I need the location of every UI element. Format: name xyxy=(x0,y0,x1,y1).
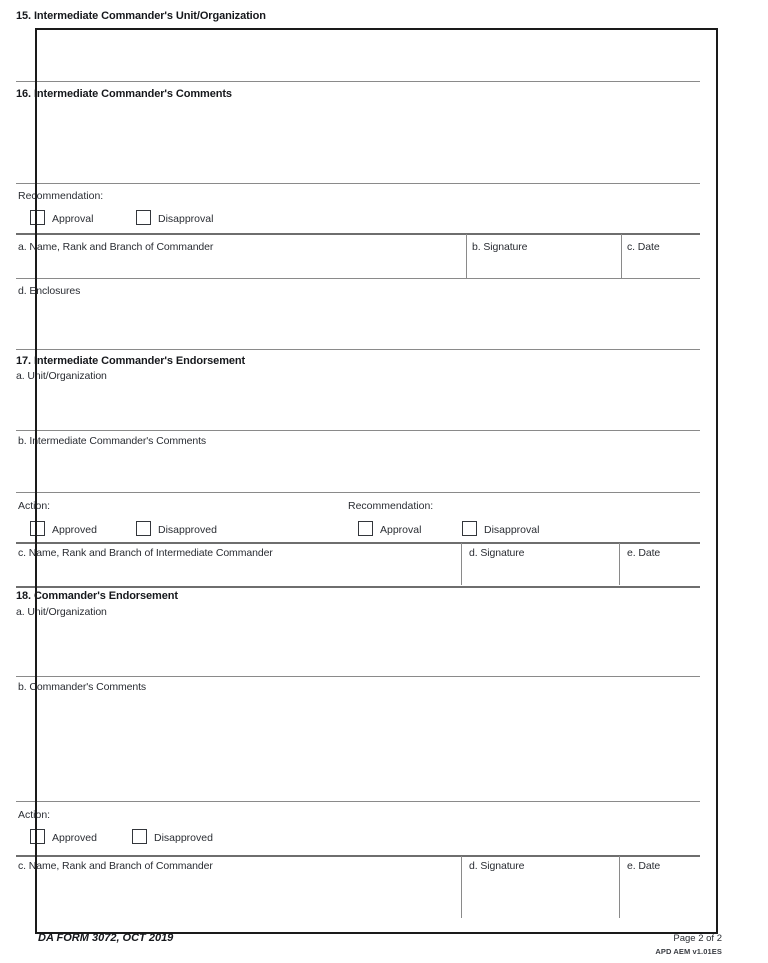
section-16-title: 16. Intermediate Commander's Comments xyxy=(16,88,232,100)
section-16-enclosures-field[interactable] xyxy=(16,279,700,348)
section-17-disapproval-checkbox[interactable] xyxy=(462,521,477,536)
section-15-title: 15. Intermediate Commander's Unit/Organization xyxy=(16,10,266,22)
section-17-disapproved-checkbox[interactable] xyxy=(136,521,151,536)
section-18-disapproved-label: Disapproved xyxy=(154,832,213,844)
section-16-approval-label: Approval xyxy=(52,213,94,225)
section-17-name-field[interactable] xyxy=(16,543,461,585)
section-16-name-field[interactable] xyxy=(16,234,466,278)
section-17-title: 17. Intermediate Commander's Endorsement xyxy=(16,355,246,367)
section-17-comments-label: b. Intermediate Commander's Comments xyxy=(18,435,207,447)
section-17-recommendation-label: Recommendation: xyxy=(348,500,434,512)
section-17-name-label: c. Name, Rank and Branch of Intermediate Commander xyxy=(18,547,273,559)
section-18-signature-field[interactable] xyxy=(462,856,619,918)
divider xyxy=(16,183,700,184)
section-17-unit-label: a. Unit/Organization xyxy=(16,370,107,382)
divider xyxy=(16,81,700,82)
section-17-comments-field[interactable] xyxy=(16,451,700,491)
section-17-disapproval-label: Disapproval xyxy=(484,524,540,536)
divider xyxy=(16,349,700,350)
section-18-date-field[interactable] xyxy=(620,856,700,918)
section-17-approval-label: Approval xyxy=(380,524,422,536)
section-16-disapproval-checkbox[interactable] xyxy=(136,210,151,225)
divider xyxy=(16,430,700,431)
section-17-signature-label: d. Signature xyxy=(469,547,525,559)
section-17-approved-label: Approved xyxy=(52,524,97,536)
divider xyxy=(16,492,700,493)
section-17-date-field[interactable] xyxy=(620,543,700,585)
section-16-comments-field[interactable] xyxy=(16,104,700,182)
section-18-date-label: e. Date xyxy=(627,860,661,872)
section-18-comments-label: b. Commander's Comments xyxy=(18,681,147,693)
section-18-name-field[interactable] xyxy=(16,856,461,918)
section-15-unit-organization-field[interactable] xyxy=(16,28,700,80)
section-17-signature-field[interactable] xyxy=(462,543,619,585)
section-17-disapproved-label: Disapproved xyxy=(158,524,217,536)
section-18-signature-label: d. Signature xyxy=(469,860,525,872)
divider xyxy=(16,586,700,588)
section-16-enclosures-label: d. Enclosures xyxy=(18,285,81,297)
section-17-approval-checkbox[interactable] xyxy=(358,521,373,536)
section-18-action-label: Action: xyxy=(18,809,51,821)
section-18-unit-organization-field[interactable] xyxy=(16,622,700,675)
section-16-date-field[interactable] xyxy=(622,234,700,278)
section-17-date-label: e. Date xyxy=(627,547,661,559)
divider xyxy=(16,801,700,802)
section-17-action-label: Action: xyxy=(18,500,51,512)
section-18-approved-checkbox[interactable] xyxy=(30,829,45,844)
section-17-unit-organization-field[interactable] xyxy=(16,386,700,431)
section-16-recommendation-label: Recommendation: xyxy=(18,190,104,202)
footer-form-id: DA FORM 3072, OCT 2019 xyxy=(38,932,174,944)
divider xyxy=(16,676,700,677)
section-16-disapproval-label: Disapproval xyxy=(158,213,214,225)
section-18-approved-label: Approved xyxy=(52,832,97,844)
section-16-signature-label: b. Signature xyxy=(472,241,528,253)
section-16-approval-checkbox[interactable] xyxy=(30,210,45,225)
section-18-title: 18. Commander's Endorsement xyxy=(16,590,178,602)
footer-version: APD AEM v1.01ES xyxy=(655,947,722,956)
section-16-date-label: c. Date xyxy=(627,241,660,253)
section-18-comments-field[interactable] xyxy=(16,697,700,800)
section-18-disapproved-checkbox[interactable] xyxy=(132,829,147,844)
section-16-name-label: a. Name, Rank and Branch of Commander xyxy=(18,241,214,253)
section-18-unit-label: a. Unit/Organization xyxy=(16,606,107,618)
section-16-signature-field[interactable] xyxy=(467,234,621,278)
section-18-name-label: c. Name, Rank and Branch of Commander xyxy=(18,860,213,872)
footer-page-number: Page 2 of 2 xyxy=(673,933,722,944)
section-17-approved-checkbox[interactable] xyxy=(30,521,45,536)
